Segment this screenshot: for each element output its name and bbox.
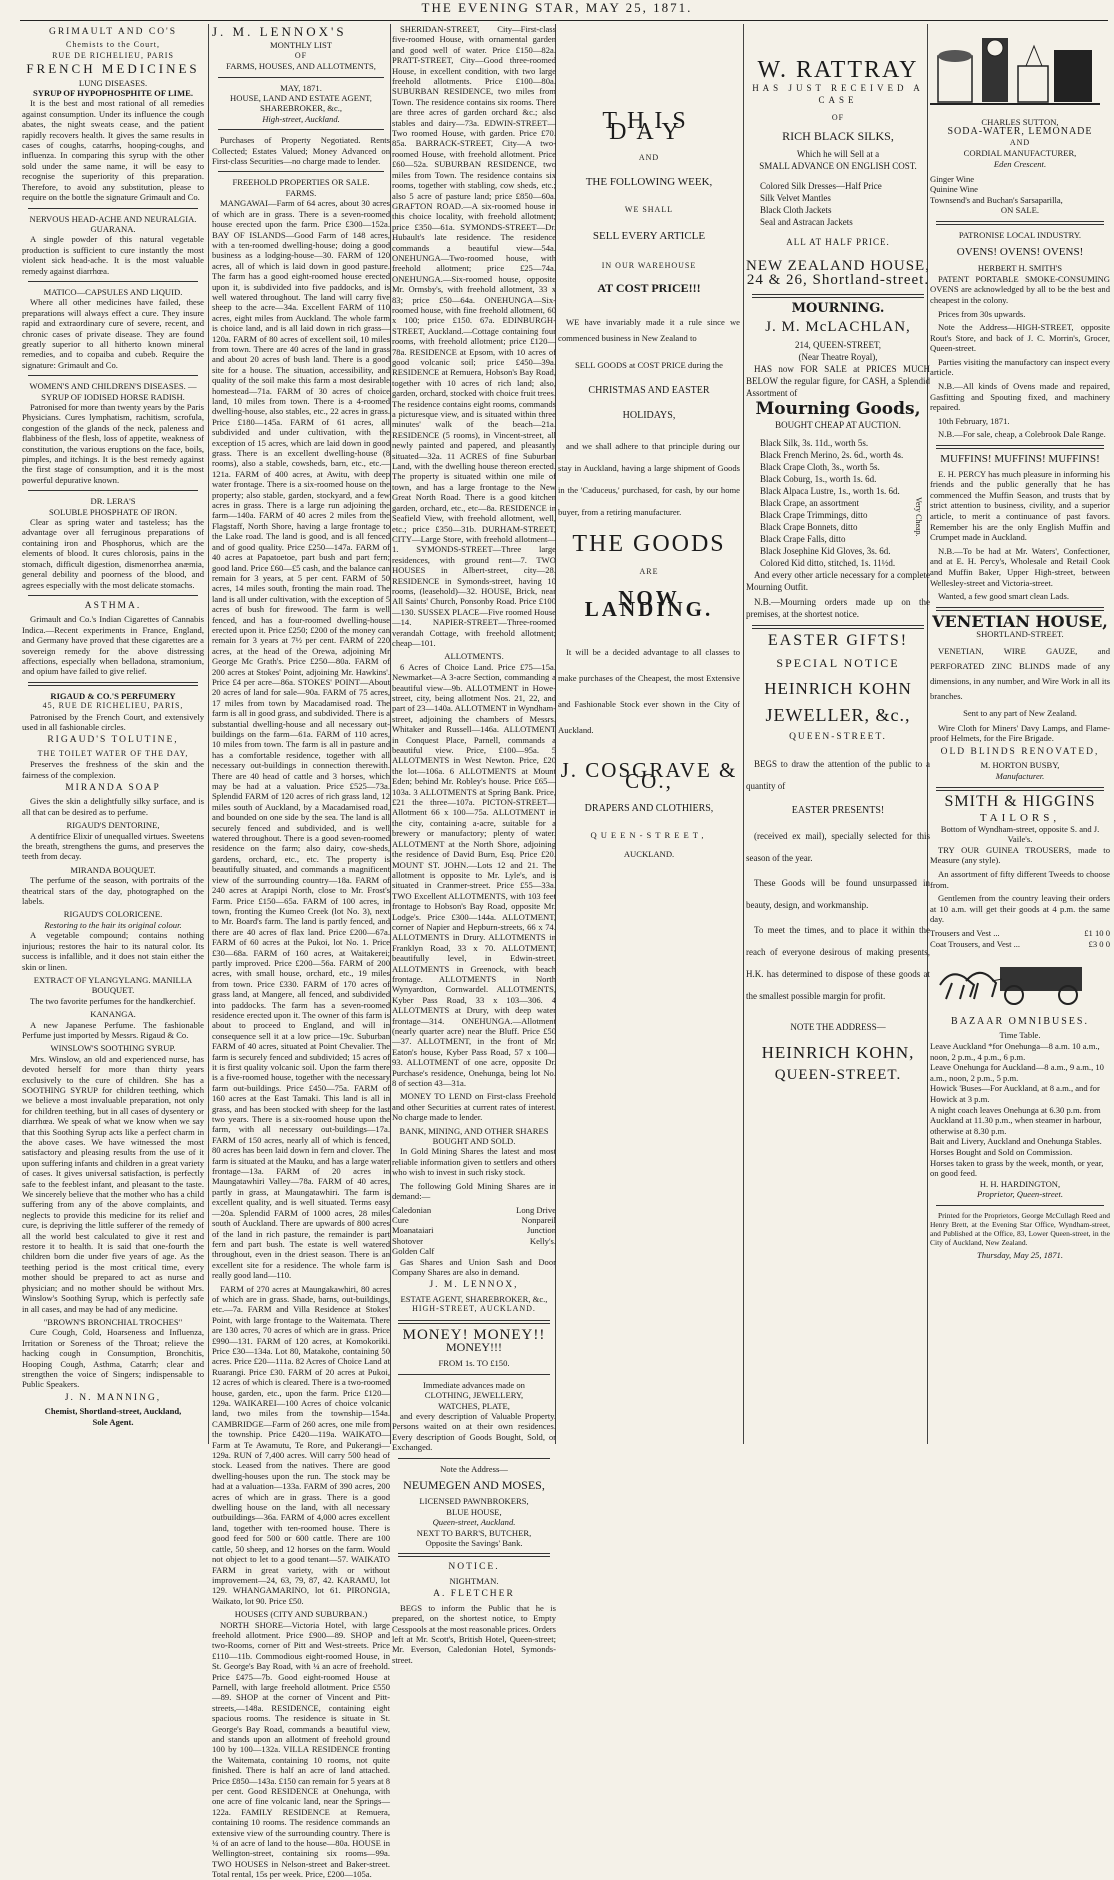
subheading: OF	[294, 50, 308, 60]
ad-address: RUE DE RICHELIEU, PARIS	[52, 50, 174, 60]
subheading: THE TOILET WATER OF THE DAY,	[37, 748, 189, 758]
subheading: AT COST PRICE!!!	[597, 281, 701, 295]
list-item: Black Alpaca Lustre, 1s., worth 1s. 6d.	[760, 486, 900, 496]
body-text: Patronised for more than twenty years by the Paris Physicians. Cures lymphatism, rachitism, scrofula, congestion of the glands of the neck, paleness and flabbiness of the flesh, loss of appetite, weakness of constitution, the various eruptions on the face, boils, pimples, and itchings. It is the best remedy against the first stage of consumption, and it is the most powerful depurative known.	[22, 402, 204, 485]
subheading: WATCHES, PLATE,	[438, 1400, 510, 1411]
divider	[752, 294, 924, 298]
body-text: N.B.—Mourning orders made up on the premises, at the shortest notice.	[746, 597, 930, 619]
ad-title: CHARLES SUTTON,	[981, 116, 1059, 127]
cell: Caledonian	[392, 1204, 432, 1215]
subheading: CHRISTMAS AND EASTER	[588, 385, 710, 396]
divider	[936, 607, 1104, 611]
list-item: Townsend's and Buchan's Sarsaparilla,	[930, 194, 1063, 205]
body-text: To meet the times, and to place it within the reach of everyone desirous of making presents, H.K. has determined to dispose of these goods at the smallest possible margin for profit.	[746, 925, 930, 1001]
subheading: FARMS.	[285, 187, 317, 198]
cell: Junction	[526, 1225, 556, 1236]
divider	[28, 682, 198, 686]
subheading: SODA-WATER, LEMONADE	[947, 126, 1093, 138]
ad-address: 45, RUE DE RICHELIEU, PARIS,	[42, 701, 184, 711]
subheading: FARMS, HOUSES, AND ALLOTMENTS,	[226, 61, 376, 72]
top-rule	[20, 20, 1108, 21]
ad-title: NOW LANDING.	[584, 586, 714, 621]
body-text: It will be a decided advantage to all classes to make purchases of the Cheapest, the most Extensive and Fashionable Stock ever shown in the City of Auckland.	[558, 647, 740, 735]
subheading: ALLOTMENTS.	[444, 651, 504, 662]
subheading: CORDIAL MANUFACTURER,	[963, 148, 1077, 159]
subheading: SMALL ADVANCE ON ENGLISH COST.	[759, 161, 917, 171]
subheading: THE FOLLOWING WEEK,	[585, 176, 713, 188]
divider	[398, 1553, 550, 1557]
subheading: TAILORS,	[979, 812, 1061, 825]
listing-text: NORTH SHORE—Victoria Hotel, with large freehold allotment. Price £900—89. SHOP and two-Rooms, corner of Pitt and West-streets. Price £110—11b. Commodious eight-roomed House, in St. George's Bay Road, with ¼ an acre of freehold. Price £475—7b. Good eight-roomed House at Parnell, with large freehold allotment. Price £550—89. SHOP at the corner of Vincent and Pitt-streets,—148a. RESIDENCE, containing eight spacious rooms. The residence is situate in St. George's Bay Road, commands a beautiful view, and stands upon an allotment of freehold ground 100 by 100—132a. VILLA RESIDENCE fronting the Waitemata, containing 10 rooms, not quite finished. There is half an acre of land attached. Price £850—143a. £150 can remain for 5 years at 8 per cent. Good RESIDENCE at Onehunga, with one acre of fine volcanic land, near the Springs—122a. FAMILY RESIDENCE at Remuera, containing 10 rooms. The residence commands an extensive view of the surrounding country. There is ¼ of an acre of land to the house—80a. HOUSE in Wellington-street, containing six rooms—99a. TWO HOUSES in Nelson-street and Baker-street. Total rental, 15s per week. Price, £200—105a.	[212, 1619, 390, 1880]
divider	[752, 625, 924, 629]
ad-address: Eden Crescent.	[993, 158, 1047, 169]
listing-text: 6 Acres of Choice Land. Price £75—15a. Newmarket—A 3-acre Section, commanding a beautiful view—9b. ALLOTMENT in Howe-street, city, being allotment Nos. 21, 22, and part of 23—140a. ALLOTMENT in Wyndham-street, adjoining the chambers of Messrs. Whitaker and Russell—146a. ALLOTMENT in Conquest Place, Parnell, commands a beautiful view. Price, £100—95a. 5 ALLOTMENTS in West Newton. Price, £20 the lot—106a. 6 ALLOTMENTS at Mount Eden; behind Mr. Robley's house. Price £65—103a. 3 ALLOTMENTS at Spring Bank. Price, £21 the three—107a. PICTON-STREET—Allotment 66 x 100—75a. ALLOTMENT in the city, containing a-acre, suitable for a brewery or manufactory; plenty of water. ALLOTMENT at the North Shore, adjoining the residence of David Burn, Esq. Price £20. MOUNT ST. JOHN.—Lots 12 and 21. The allotment is opposite to Mr. Lyle's, and is situated in Cranmer-street. Price £55—33a. TWO Excellent ALLOTMENTS, with 103 feet frontage to Hobson's Bay Road, opposite Mr. Lodge's. Price £300—144a. ALLOTMENT, corner of Napier and Hepburn-streets, 66 x 74. ALLOTMENTS in Drury. ALLOTMENTS in Franklyn Road, 33 x 70. ALLOTMENT, beautifully level, in Edwin-street. ALLOTMENTS in Greenock, with beach frontage. ALLOTMENTS in North Wynyardton, Cornwardel. ALLOTMENTS, Kyber Pass Road, 33 x 103—306. 4 ALLOTMENTS at Drury, with deep water frontage—314. ONEHUNGA.—Allotment (nearly quarter acre) near the Bluff. Price £50—37. ALLOTMENT, in the front of Mr. Eaton's house, Kyber Pass Road, 57 x 100—93. ALLOTMENT of one acre, opposite Dr. Purchase's residence, Onehunga, being lot No. 8 of section 43—31a.	[392, 661, 556, 1089]
subheading: NERVOUS HEAD-ACHE AND NEURALGIA.	[29, 213, 197, 224]
column-lennox	[212, 24, 390, 1880]
cell: Kelly's.	[529, 1235, 556, 1246]
ad-title: MONEY! MONEY!!	[402, 1326, 546, 1343]
body-text: The perfume of the season, with portraits of the theatrical stars of the day, photographed on the labels.	[22, 875, 204, 907]
list-item: Black Crape Bonnets, ditto	[760, 522, 858, 532]
subheading: NIGHTMAN.	[449, 1575, 499, 1586]
ad-title: SMITH & HIGGINS	[944, 792, 1096, 810]
body-text: E. H. PERCY has much pleasure in informing his friends and the public generally that he has commenced the Muffin Season, and trusts that by strict attention to business, civility, and a superior article, to merit a continuance of past favors. Remember his are the only English Muffin and Crumpet made in Auckland.	[930, 468, 1110, 543]
ad-title: NEW ZEALAND HOUSE,	[746, 258, 930, 274]
column-grimault	[22, 24, 204, 1444]
divider	[398, 1374, 550, 1375]
column-lennox-continued	[392, 24, 556, 1665]
body-text: Where all other medicines have failed, these preparations will always effect a cure. They insure rapid and extraordinary cure of severe, recent, and chronic cases of private disease. They are found greatly superior to all hitherto known mineral remedies, and to copaiba and cubeb. Require the signature: Grimault and Co.	[22, 297, 204, 370]
divider	[218, 129, 384, 130]
body-text: and every description of Valuable Property. Persons waited on at their own residences. Every description of Goods Bought, Sold, or Exchanged.	[392, 1411, 556, 1453]
body-text: The following Gold Mining Shares are in demand:—	[392, 1180, 556, 1202]
ad-address: SHORTLAND-STREET.	[976, 629, 1064, 640]
subheading: IN OUR WAREHOUSE	[601, 261, 697, 270]
ad-address: 214, QUEEN-STREET,	[794, 340, 882, 350]
subheading: CLOTHING, JEWELLERY,	[424, 1390, 524, 1401]
body-text: Purchases of Property Negotiated. Rents Collected; Estates Valued; Money Advanced on First-class Securities—no charge made to lender.	[212, 135, 390, 167]
cell: £3 0 0	[1088, 938, 1110, 949]
ad-address: QUEEN-STREET,	[590, 830, 708, 840]
ad-signature: H. H. HARDINGTON,	[979, 1178, 1061, 1189]
trousers-price-list	[930, 928, 1110, 949]
ad-address: Queen-street, Auckland.	[432, 1517, 516, 1528]
divider	[28, 281, 198, 282]
body-text: N.B.—All kinds of Ovens made and repaired, Gasfitting and Spouting fixed, and machinery repaired.	[930, 381, 1110, 413]
list-item: Bait and Livery, Auckland and Onehunga Stables. Horses Bought and Sold on Commission.	[930, 1136, 1102, 1157]
list-item: Ginger Wine	[930, 173, 975, 184]
ad-signature: M. HORTON BUSBY,	[980, 760, 1060, 771]
ad-signature: Proprietor, Queen-street.	[977, 1189, 1063, 1200]
list-item: Colored Kid ditto, stitched, 1s. 11½d.	[760, 558, 896, 568]
body-text: A vegetable compound; contains nothing injurious; restores the hair to its natural color. Its success is infallible, and it does not stain either the skin or linen.	[22, 930, 204, 972]
ad-title: NOTICE.	[448, 1562, 500, 1573]
ad-title: HEINRICH KOHN,	[761, 1043, 915, 1062]
ad-address: HIGH-STREET, AUCKLAND.	[412, 1304, 536, 1314]
subheading: EASTER PRESENTS!	[791, 805, 885, 816]
body-text: Mrs. Winslow, an old and experienced nurse, has devoted herself for more than thirty years exclusively to the cure of children. She has a SOOTHING SYRUP for children teething, which we believe a most invaluable preparation, not only for children teething, but in all cases of dysentery or diarrhœa. We speak of what we know when we say that this Soothing Syrup acts like a perfect charm in the above cases. We have witnessed the most satisfactory and pleasing results from the use of it upon suffering infants and children in a great variety of cases. It gives universal satisfaction, is perfectly safe to the feeblest infant, and pleasant to the taste. We sincerely believe that the mother who has a child suffering from any of the above complaints, and neglects to provide this medicine for its relief and cure, is depriving the little sufferer of the remedy of all the world best calculated to give it rest and restore it to health. It is said that one-fourth the children born die under five years of age. As the teething period is the most critical time, every mother should be prepared to act as nurse and physician; and no mother should be without Mrs. Winslow's Soothing Syrup, which is perfectly safe in all cases, and may be had of any medicine.	[22, 1053, 204, 1314]
ad-subtitle: Chemists to the Court,	[66, 40, 160, 50]
list-item: Colored Silk Dresses—Half Price	[760, 181, 882, 191]
ad-title: W. RATTRAY	[757, 57, 919, 83]
ad-address: NEXT TO BARR'S, BUTCHER,	[416, 1527, 532, 1538]
subheading: Time Table.	[999, 1030, 1041, 1041]
ad-address: Bottom of Wyndham-street, opposite S. and J. Vaile's.	[940, 823, 1100, 845]
ad-title: THIS DAY	[602, 108, 696, 145]
ad-address: Opposite the Savings' Bank.	[425, 1538, 523, 1549]
ad-title: RIGAUD & CO.'S PERFUMERY	[50, 690, 176, 701]
subheading: AND	[638, 153, 660, 162]
subheading: RICH BLACK SILKS,	[782, 129, 894, 143]
body-text: The two favorite perfumes for the handkerchief.	[30, 995, 196, 1006]
subheading: Mourning Goods,	[755, 399, 921, 419]
subheading: BOUGHT CHEAP AT AUCTION.	[775, 420, 901, 430]
cell: Cure	[392, 1214, 409, 1225]
body-text: Gives the skin a delightfully silky surface, and is all that can be desired as to perfume.	[22, 796, 204, 817]
cell: Golden Calf	[392, 1246, 435, 1257]
ad-title: HEINRICH KOHN	[764, 679, 912, 698]
body-text: Prices from 30s upwards.	[938, 308, 1026, 319]
cell: Coat Trousers, and Vest ...	[930, 938, 1021, 949]
ad-title: MONEY!!!	[446, 1339, 502, 1354]
body-text: A dentifrice Elixir of unequalled virtues. Sweetens the breath, strengthens the gums, and preserves the teeth from decay.	[22, 830, 204, 862]
body-text: N.B.—For sale, cheap, a Colebrook Dale Range.	[938, 429, 1106, 440]
body-text: Wire Cloth for Miners' Davy Lamps, and Flame-proof Helmets, for the Fire Brigade.	[930, 722, 1110, 744]
list-item: Leave Onehunga for Auckland—8 a.m., 9 a.m., 10 a.m., noon, 2 p.m., 5 p.m.	[930, 1062, 1104, 1083]
body-text: Clear as spring water and tasteless; has the advantage over all ferruginous preparations of containing iron and Phosphorus, which are the elements of blood. It cures chlorosis, pains in the stomach, difficult digestion, dismenorrhea anæmia, general debility and poorness of the blood, and agrees especially with the most delicate stomachs.	[22, 517, 204, 590]
subheading: RIGAUD'S TOLUTINE,	[47, 735, 179, 746]
cell: Nonpareil	[521, 1214, 556, 1225]
body-text: Grimault and Co.'s Indian Cigarettes of Cannabis Indica.—Recent experiments in France, England, and Germany have proved that these cigarettes are a sovereign remedy for the above distressing affections, especially when belladona, stramonium, and opium have failed to give relief.	[22, 614, 204, 677]
subheading: ARE	[639, 567, 659, 576]
list-item: Leave Auckland *for Onehunga—8 a.m. 10 a.m., noon, 2 p.m., 4 p.m., 6 p.m.	[930, 1041, 1100, 1062]
list-item: Black Crape Cloth, 3s., worth 5s.	[760, 462, 880, 472]
column-cosgrave	[558, 24, 740, 1444]
subheading: DR. LERA'S	[90, 496, 136, 507]
table-row	[392, 1215, 556, 1225]
body-text: Gentlemen from the country leaving their orders at 10 a.m. will get their goods at 4 p.m. the same day.	[930, 893, 1110, 925]
body-text: BEGS to inform the Public that he is prepared, on the shortest notice, to Empty Cesspools at the most reasonable prices. Orders left at Mr. Scott's, British Hotel, Queen-street; Mr. Everson, Caledonian Hotel, Symonds-street.	[392, 1602, 556, 1665]
omnibus-illustration-icon	[930, 955, 1100, 1009]
ad-address: Chemist, Shortland-street, Auckland,	[44, 1406, 182, 1417]
subheading: PATRONISE LOCAL INDUSTRY.	[958, 229, 1082, 240]
list-item: Howick 'Buses—For Auckland, at 8 a.m., and for Howick at 3 p.m.	[930, 1083, 1100, 1104]
body-text: 10th February, 1871.	[938, 415, 1010, 426]
list-item: Black Silk, 3s. 11d., worth 5s.	[760, 438, 869, 448]
body-text: Preserves the freshness of the skin and the fairness of the complexion.	[22, 759, 204, 780]
imprint-text: Printed for the Proprietors, George McCullagh Reed and Henry Brett, at the Evening Star Office, Wyndham-street, and Published at the Office, 83, Lower Queen-street, in the City of Auckland, New Zealand.	[930, 1210, 1110, 1247]
shares-list	[392, 1205, 556, 1257]
divider	[936, 787, 1104, 791]
divider	[218, 171, 384, 172]
table-row	[930, 939, 1110, 950]
body-text: and we shall adhere to that principle during our stay in Auckland, having a large shipment of Goods in the 'Caduceus,' purchased, for cash, by our home buyer, from a retiring manufacturer.	[558, 441, 740, 517]
body-text: In Gold Mining Shares the latest and most reliable information given to settlers and others who wish to invest in such risky stock.	[392, 1146, 556, 1178]
divider	[218, 77, 384, 78]
body-text: (received ex mail), specially selected for this season of the year.	[746, 831, 930, 863]
list-item: Black Josephine Kid Gloves, 3s. 6d.	[760, 546, 891, 556]
list-item: A night coach leaves Onehunga at 6.30 p.m. from Auckland at 11.30 p.m., when steamer in harbour, otherwise at 8.30 p.m.	[930, 1104, 1102, 1136]
section-heading: FRENCH MEDICINES	[26, 61, 200, 77]
column-rattray-kohn	[746, 24, 930, 1444]
table-row	[392, 1246, 556, 1256]
ad-title: J. COSGRAVE & CO.,	[560, 758, 738, 793]
listing-text: SHERIDAN-STREET, City—First-class five-roomed House, with ornamental garden and good well of water. Price £150—82a. PRATT-STREET, City—Good three-roomed House, in excellent condition, with two large freehold allotments. Price £100—80a. SUBURBAN RESIDENCE, two miles from Town. The residence contains six rooms. There are three acres of garden orchard &c.; also stables and dairy—73a. EDWIN-STREET—Two roomed House, with garden. Price £70. 85a. BARRACK-STREET, City—A two-roomed House, with freehold allotment. Price £60—52a. SUBURBAN RESIDENCE, two miles from Town. The residence contains six rooms, together with stabling, cow sheds, etc.; also 5 acre of pasture land; price £850—60a. GRAFTON ROAD.—A six-roomed house in this choice locality, with freehold allotment; price £350—61a. SYMONDS-STREET—Dr. Hubault's late residence. The residence commands a beautiful view—54a. ONEHUNGA—Two-roomed house, with freehold allotment; price £25—74a. ONEHUNGA.—Six-roomed house, opposite Mr. Ormsby's, with freehold allotment, 33 x 83; price £50—64a. ONEHUNGA—Six-roomed house, with fine freehold allotment, 60 x 100; price £150. 67a. EDINBURGH-STREET, Auckland.—Cottage containing four rooms, with freehold allotment; price £120—78a. RESIDENCE at Epsom, with 10 acres of good volcanic soil; price £450—39a. RESIDENCE at Remuera, Hobson's Bay Road, together with 10 acres of rich land; also, garden, orchard, stocked with choice fruit trees. The residence contains eight rooms, commands a picturesque view, and is situated within three minutes' walk of the beach—21a. RESIDENCE (5 rooms), in Vincent-street, all newly painted and papered, and pleasantly situated—32a. 11 ACRES of fine Suburban Land, with the dwelling house thereon erected. The property is situated within one mile of town, and has a large frontage to the New Great North Road. There is a good kitchen garden, orchard, etc., etc—8a. RESIDENCE in Seafield View, with freehold allotment, well, etc.; price £350—31b. DURHAM-STREET, CITY—Large Store, with freehold allotment—1. SYMONDS-STREET—Three large residences, with ground rent—7. TWO HOUSES in Albert-street, city—28. RESIDENCE in Symonds-street, having 10 rooms, (leasehold)—32. HOUSE, Brick, near All Saints' Church, Ponsonby Road. Price £100—130. SUSSEX PLACE—Five roomed House—14. NAPIER-STREET—Three-roomed verandah Cottage, with freehold allotment; cheap—101.	[392, 24, 556, 648]
ad-title: JEWELLER, &c.,	[765, 705, 911, 725]
column-sutton-smith	[930, 24, 1110, 1444]
body-text: Sent to any part of New Zealand.	[963, 707, 1077, 718]
list-item: Seal and Astracan Jackets	[760, 217, 853, 227]
subheading: MOURNING.	[791, 301, 885, 316]
list-item: Black Coburg, 1s., worth 1s. 6d.	[760, 474, 877, 484]
subheading: HOUSE, LAND AND ESTATE AGENT, SHAREBROKER, &c.,	[230, 93, 372, 114]
ad-title: J. M. LENNOX'S	[212, 24, 347, 39]
cell: Trousers and Vest ...	[930, 928, 1000, 939]
body-text: PATENT PORTABLE SMOKE-CONSUMING OVENS are acknowledged by all to be the best and cheapest in the colony.	[930, 273, 1110, 305]
subheading: MONTHLY LIST	[269, 40, 333, 51]
ad-address: (Near Theatre Royal),	[798, 352, 878, 362]
column-divider	[743, 24, 744, 1444]
table-row	[392, 1205, 556, 1215]
subheading: ALL AT HALF PRICE.	[786, 237, 890, 247]
subheading: RIGAUD'S DENTORINE,	[66, 820, 160, 831]
list-item: Quinine Wine	[930, 184, 978, 195]
subheading: OF	[831, 113, 845, 122]
ad-address: QUEEN-STREET.	[774, 1067, 902, 1083]
ad-signature: A. FLETCHER	[433, 1589, 515, 1600]
subheading: NOTE THE ADDRESS—	[790, 1022, 886, 1032]
masthead: THE EVENING STAR, MAY 25, 1871.	[421, 0, 693, 15]
divider	[28, 375, 198, 376]
table-row	[930, 928, 1110, 939]
subheading: MATICO—CAPSULES AND LIQUID.	[43, 286, 183, 297]
subheading: BLUE HOUSE,	[446, 1506, 502, 1517]
ad-title: J. M. McLACHLAN,	[765, 319, 911, 335]
subheading: LUNG DISEASES.	[78, 77, 148, 88]
divider	[398, 1320, 550, 1324]
body-text: MONEY TO LEND on First-class Freehold and other Securities at current rates of interest. No charge made to lender.	[392, 1091, 556, 1123]
subheading: RIGAUD'S COLORICENE.	[63, 909, 163, 920]
ad-title: OVENS! OVENS! OVENS!	[956, 245, 1084, 258]
subheading: HOLIDAYS,	[622, 410, 676, 421]
subheading: HAS JUST RECEIVED A CASE	[752, 83, 924, 105]
body-text: HAS now FOR SALE at PRICES MUCH BELOW the regular figure, for CASH, a Splendid Assortment of	[746, 364, 930, 398]
subheading: SOLUBLE PHOSPHATE OF IRON.	[49, 506, 177, 517]
ad-address: AUCKLAND.	[623, 849, 675, 859]
ad-address: High-street, Auckland.	[262, 113, 340, 124]
divider	[28, 490, 198, 491]
list-item: Black Crape Falls, ditto	[760, 534, 846, 544]
mourning-prices-list	[746, 437, 930, 569]
ad-signature: J. M. LENNOX,	[429, 1280, 519, 1291]
body-text: An assortment of fifty different Tweeds to choose from.	[930, 869, 1110, 890]
cell: £1 10 0	[1084, 928, 1110, 939]
ad-signature: J. N. MANNING,	[64, 1392, 162, 1403]
subheading: MIRANDA SOAP	[65, 783, 161, 793]
ad-title: MUFFINS! MUFFINS! MUFFINS!	[940, 453, 1100, 466]
body-text: Note the Address—HIGH-STREET, opposite Rout's Store, and back of J. C. Morrin's, Grocer, Queen-street.	[930, 322, 1110, 354]
subheading: ON SALE.	[1000, 205, 1040, 216]
table-row	[392, 1225, 556, 1235]
subheading: HOUSES (CITY AND SUBURBAN.)	[234, 1609, 368, 1620]
ad-title: VENETIAN HOUSE,	[932, 611, 1108, 631]
subheading: SELL EVERY ARTICLE	[592, 230, 706, 242]
subheading: FREEHOLD PROPERTIES OR SALE.	[232, 177, 370, 188]
ad-signature: Manufacturer.	[995, 770, 1045, 781]
subheading: EXTRACT OF YLANGYLANG. MANILLA BOUQUET.	[33, 974, 193, 996]
subheading: "BROWN'S BRONCHIAL TROCHES"	[43, 1316, 183, 1327]
subheading: ASTHMA.	[84, 600, 142, 611]
listing-text: MANGAWAI—Farm of 64 acres, about 30 acres of which are in grass. There is a seven-roomed house erected upon the farm. Price £300—152a. BAY OF ISLANDS—Good Farm of 148 acres, with a ten-roomed dwelling-house; doing a good business as a lodging-house—30. FARM of 120 acres, all of which is laid down in good pasture. The farm has a good eight-roomed house erected upon it, is subdivided into five paddocks, and is well watered throughout. The land will carry five sheep to the acre—34a. Excellent FARM of 110 acres, eight miles from Auckland. The whole farm is choice land, and is all laid down in rich grass—120a. FARM of 80 acres of excellent soil, 10 miles from town. There are 40 acres of the land in grass and about 20 acres of bush land. There is a good site for a house. The situation, accessibility, and quality of the soil make this farm a most desirable homestead—71a. FARM of 30 acres of choice land, 10 miles from town. There is a 4-roomed dwelling-house, also stables, etc., 22 acres in grass. Price £180—145a. FARM of 61 acres, all subdivided and under cultivation, with the exception of 15 acres, which are laid down in good grass. There is an excellent dwelling-house (8 rooms), also a stable, cowsheds, barn, etc., etc.—121a. FARM of 400 acres, at Awitu, with deep water frontage. There is a six-roomed house on the property; also stable, garden, stockyard, and a few acres in grass. There is a large run adjoining the farm—140a. FARM of 40 acres 2 miles from the Flagstaff, North Shore, having a large frontage to the Lake road. The land is good, and is all fenced and of good quality. Price £250—147a. FARM of 40 acres at Papatoetoe, part bush and part fern; good land. Price £60—£5 cash, and the balance can remain for 3 years, at 5 per cent. FARM of 50 acres, 14 miles south, fronting the main road. The land is all under cultivation, with the exception of 5 acres of bush for firewood. The farm is well fenced, and has a four-roomed dwelling-house erected upon it. Price £250; £200 of the money can remain for 3 years at 7½ per cent. FARM of 220 acres, at the head of the Orewa, adjoining Mr George Mc Grath's. Price £250—80a. FARM of 200 acres at Stokes' Point, adjoining Mr. Hawkins'. Price £4 per acre—86a. STOKES' POINT—About 20 acres of land for sale—90a. FARM of 75 acres, 17 miles from town by Macadamised road. The farm is all in good grass, and subdivided. There is a substantial dwelling-house and all necessary out-buildings on the farm—61a. FARM of 110 acres, 10 miles from town. The farm is all in pasture and has a comfortable residence, together with all necessary out-buildings in connection therewith. There are 40 head of cattle and 3 horses, which may be had at a valuation. Price £525—73a. Splendid FARM of 120 acres of rich grass land, 12 miles south of Auckland, by a Macadamised road, and bounded on one side by the sea. The land is all securely fenced and subdivided, and is well watered throughout. There is a good seven-roomed residence on the farm; also dairy, cow-sheds, gardens, orchard, etc., etc. The property is beautifully situated, and commands a magnificent view of the surrounding country—18a. FARM of 240 acres at Arapipi North, close to Mr. Frost's Farm. Price £150—65a. FARM of 100 acres, in town, fronting the Kumeo Creek (lot No. 3), next to Mr. Board's farm. The land is partly fenced, and there are 40 acres of flax land. Price £200—67a. FARM of 60 acres at the Pukoi, lot No. 1. Price £30—68a. FARM of 160 acres, at Waitakerei; partly improved. Price £200—56a. FARM of 200 acres, with small house, orchard, etc., 19 miles from town. Price £330. FARM of 170 acres of grass land, at Mangere, all fenced, and subdivided into paddocks. The farm has a seven-roomed residence erected upon it. The owner of this farm is about to proceed to England, and will in consequence sell it at a low price—19c. Suburban FARM of 40 acres, situated at Point Chevalier. The farm is securely fenced and subdivided; 15 acres of it is first quality volcanic soil. Upon the farm there is a five-roomed house, together with the necessary farm out-buildings. Price £450—75a. FARM of 160 acres at the East Tamaki. This land is all in grass, and has been stocked with sheep for the last two years. There is a six-roomed house upon the farm, with all necessary out-buildings—17a. FARM of 150 acres, nearly all of which is fenced, 80 acres has been laid down in fern and clover. The farm is situated at the Mauku, and has a large water frontage—13a. FARM of 20 acres in Maungatawhiri Valley—78a. FARM of 40 acres, partly in grass, at Maungatawhiri. The farm is excellent quality, and is well situated. Terms easy—20a. Splendid FARM of 1000 acres, 28 miles south of Auckland. There are upwards of 800 acres of the land in rich pasture, the remainder is part fern and part bush. The estate is well watered throughout, even in the driest season. There is an excellent site for a residence. The whole farm is really good land—110.	[212, 198, 390, 1281]
divider	[936, 221, 1104, 225]
subheading: KANANGA.	[90, 1009, 136, 1020]
subheading: LICENSED PAWNBROKERS,	[419, 1496, 529, 1507]
subheading: DRAPERS AND CLOTHIERS,	[584, 803, 714, 814]
cell: Long Drive	[516, 1204, 556, 1215]
silk-items-list	[746, 180, 930, 228]
body-text: Immediate advances made on	[423, 1379, 525, 1390]
ad-address: 24 & 26, Shortland-street.	[746, 272, 930, 288]
subheading: FROM 1s. TO £150.	[438, 1358, 510, 1369]
subheading: SELL GOODS at COST PRICE during the	[574, 360, 723, 370]
divider	[28, 208, 198, 209]
divider	[936, 1205, 1104, 1206]
ad-title: BAZAAR OMNIBUSES.	[951, 1015, 1089, 1027]
ad-title: THE GOODS	[572, 531, 726, 557]
timetable-list	[930, 1041, 1110, 1179]
body-text: These Goods will be found unsurpassed in beauty, design, and workmanship.	[746, 878, 930, 910]
subheading: SPECIAL NOTICE	[776, 656, 900, 670]
body-text: VENETIAN, WIRE GAUZE, and PERFORATED ZINC BLINDS made of any dimensions, in any number, and Wire Work in all its branches.	[930, 645, 1110, 701]
subheading: WE SHALL	[624, 205, 674, 214]
subheading: WOMEN'S AND CHILDREN'S DISEASES. —SYRUP OF IODISED HORSE RADISH.	[29, 381, 197, 402]
body-text: TRY OUR GUINEA TROUSERS, made to Measure (any style).	[930, 844, 1110, 866]
body-text: A single powder of this natural vegetable production is sufficient to cure instantly the most violent sick head-ache. It is the most valuable remedy against diarrhœa.	[22, 234, 204, 276]
subheading: MIRANDA BOUQUET.	[70, 864, 156, 875]
ad-address: QUEEN-STREET.	[789, 732, 887, 742]
body-text: A new Japanese Perfume. The fashionable Perfume just imported by Messrs. Rigaud & Co.	[22, 1019, 204, 1040]
body-text: Which he will Sell at a	[796, 149, 880, 159]
body-text: WE have invariably made it a rule since we commenced business in New Zealand to	[558, 317, 740, 343]
ad-title: NEUMEGEN AND MOSES,	[403, 1478, 545, 1493]
factory-illustration-icon	[930, 26, 1100, 112]
divider	[28, 595, 198, 596]
cell: Moanataiari	[392, 1225, 434, 1236]
body-text: It is the best and most rational of all remedies against consumption. Under its influence the cough abates, the night sweats cease, and the patient rapidly recovers health. It gives the same results in cases of coughs, catarrhs, hooping-coughs, and influenza. In comparing this syrup with the other sold under the same name, it will be easy to recognise the superiority of this preparation. Therefore, to avoid any substitution, please to require on the bottle the signature Grimault and Co.	[22, 98, 204, 203]
divider	[398, 1458, 550, 1459]
subheading: OLD BLINDS RENOVATED,	[940, 746, 1100, 757]
subheading: WINSLOW'S SOOTHING SYRUP.	[50, 1043, 176, 1054]
body-text: Patronised by the French Court, and extensively used in all fashionable circles.	[22, 711, 204, 732]
list-item: Black French Merino, 2s. 6d., worth 4s.	[760, 450, 904, 460]
subheading: SYRUP OF HYPOPHOSPHITE OF LIME.	[32, 88, 194, 99]
table-row	[392, 1236, 556, 1246]
body-text: Cure Cough, Cold, Hoarseness and Influenza, Irritation or Soreness of the Throat; relieve the hacking cough in Consumption, Bronchitis, Hooping Cough, Asthma, Catarrh; clear and strengthen the voice of Singers; indispensable to Public Speakers.	[22, 1327, 204, 1390]
ad-signature: ESTATE AGENT, SHAREBROKER, &c.,	[400, 1293, 548, 1304]
ad-title: EASTER GIFTS!	[767, 632, 909, 649]
subheading: GUARANA.	[90, 223, 136, 234]
list-date: MAY, 1871.	[280, 82, 322, 93]
body-text: And every other article necessary for a complete Mourning Outfit.	[746, 570, 930, 592]
column-divider	[208, 24, 209, 1444]
ad-signature: Sole Agent.	[92, 1416, 134, 1427]
price-note: Very Cheap.	[914, 497, 923, 537]
list-item: Black Crape Trimmings, ditto	[760, 510, 868, 520]
body-text: Wanted, a few good smart clean Lads.	[938, 591, 1070, 602]
subheading: Restoring to the hair its original colour.	[44, 919, 182, 930]
list-item: Silk Velvet Mantles	[760, 193, 831, 203]
list-item: Black Crape, an assortment	[760, 498, 859, 508]
body-text: BEGS to draw the attention of the public to a quantity of	[746, 759, 930, 791]
subheading: AND	[1009, 137, 1031, 147]
subheading: BANK, MINING, AND OTHER SHARES BOUGHT AND SOLD.	[399, 1125, 549, 1147]
cell: Shotover	[392, 1235, 424, 1246]
body-text: N.B.—To be had at Mr. Waters', Confectioner, and at E. H. Percy's, Wholesale and Retail Cook and Muffin Baker, Upper High-street, between Wellesley-street and Victoria-street.	[930, 545, 1110, 588]
list-item: Black Cloth Jackets	[760, 205, 832, 215]
divider	[936, 445, 1104, 449]
imprint-date: Thursday, May 25, 1871.	[977, 1249, 1063, 1260]
column-divider	[390, 24, 391, 1444]
list-item: Horses taken to grass by the week, month, or year, on good feed.	[930, 1157, 1104, 1179]
body-text: Parties visiting the manufactory can inspect every article.	[930, 356, 1110, 378]
subheading: Note the Address—	[440, 1463, 508, 1474]
drinks-list	[930, 174, 1110, 206]
subheading: HERBERT H. SMITH'S	[977, 263, 1063, 274]
ad-title: GRIMAULT AND CO'S	[48, 27, 178, 37]
listing-text: FARM of 270 acres at Maungakawhiri, 80 acres of which are in grass. Shade, barns, out-buildings, etc.—7a. FARM and Villa Residence at Stokes' Point, with large frontage to the Waitemata. There are 130 acres, 70 acres of which are in grass. Price £990—131. FARM of 120 acres, at Komokoriki. Price £30—134a. Lot 80, Matakohe, containing 50 acres. Price £20—111a. 82 Acres of Choice Land at Ruarangi. Price £30. FARM of 20 acres at Pukoi, 12 acres of which is cleared. There is a two-roomed house, garden, etc., upon the farm. Price £120—129a. WAIKAREI—100 Acres of choice volcanic land, two miles from the township—154a. CAMBRIDGE—Farm of 260 acres, one mile from the township. Price £420—119a. WAIKATO—Farm at Te Awamutu, Te Rore, and Pukerangi—129a. RUN of 7,400 acres. Will carry 500 head of stock. Leased from the natives. There are good dwelling-houses upon the run. The stock may be had at a valuation—133a. FARM of 390 acres, 200 acres of which are in grass. There is a good dwelling house on the land, with all necessary outbuildings—36a. FARM of 4,000 acres excellent land, together with ten-roomed house. There is good feed for 500 or 600 cattle. There are 100 cattle, 50 sheep, and 12 horses on the farm. Would not object to let to a good tenant—57. WAIKATO FARM in great variety, with or without improvement—24, 63, 79, 87, 42. KARAMU, lot 129. WHANGAMARINO, lot 61. PIRONGIA, Waikato, lot 90. Price £50.	[212, 1283, 390, 1606]
body-text: Gas Shares and Union Sash and Door Company Shares are also in demand.	[392, 1256, 556, 1277]
